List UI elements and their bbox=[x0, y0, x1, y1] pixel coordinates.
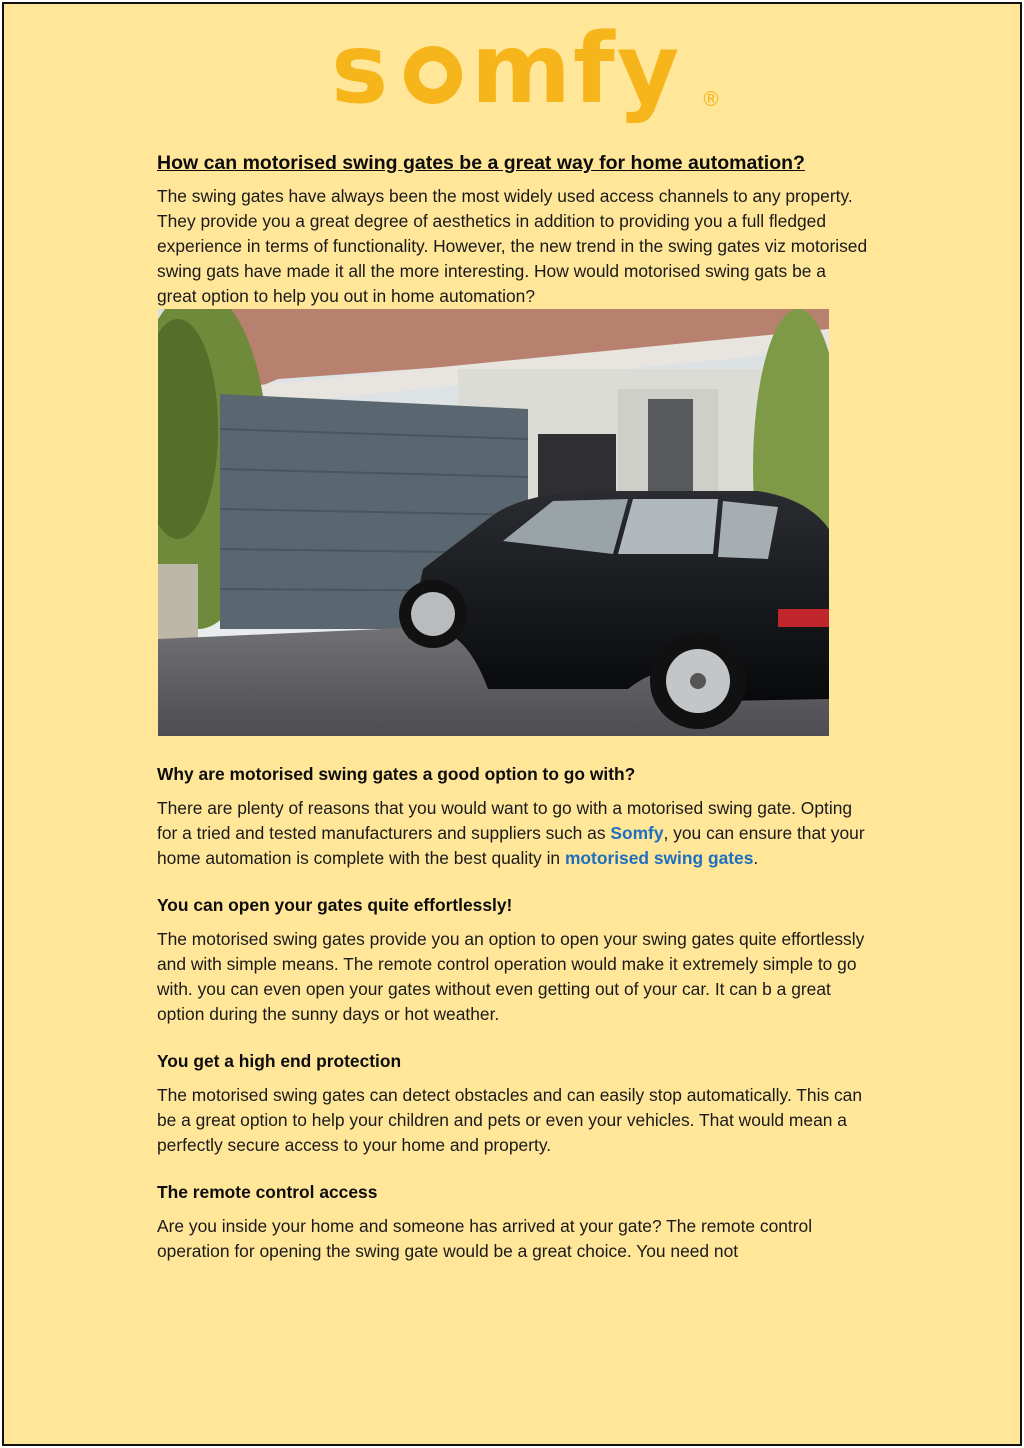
svg-text:s: s bbox=[331, 14, 391, 124]
section-heading-why: Why are motorised swing gates a good option to go with? bbox=[157, 764, 636, 784]
section-heading-protection: You get a high end protection bbox=[157, 1051, 402, 1071]
section-paragraph-effortless: The motorised swing gates provide you an option to open your swing gates quite effortlessly and with simple means. The remote control operation would make it extremely simple to go with. you can even open your gates without even getting out of your car. It can b a great option during the sunny days or hot weather. bbox=[157, 929, 865, 1024]
section-heading-effortless: You can open your gates quite effortlessly! bbox=[157, 895, 513, 915]
document-page bbox=[2, 2, 1022, 1446]
somfy-logo bbox=[329, 14, 729, 124]
somfy-link[interactable]: Somfy bbox=[610, 823, 664, 843]
section-paragraph-why bbox=[157, 796, 869, 871]
section-heading-remote: The remote control access bbox=[157, 1182, 378, 1202]
intro-paragraph: The swing gates have always been the most widely used access channels to any property. They provide you a great degree of aesthetics in addition to providing you a full fledged experience in terms of functionality. However, the new trend in the swing gates viz motorised swing gats have made it all the more interesting. How would motorised swing gats be a great option to help you out in home automation? bbox=[157, 186, 868, 306]
svg-text:®: ® bbox=[701, 87, 721, 111]
article-title: How can motorised swing gates be a great way for home automation? bbox=[157, 152, 805, 174]
car-driveway-photo bbox=[158, 309, 829, 736]
text-span: . bbox=[753, 848, 759, 868]
text-span: , you can ensure that your home automation is complete with the best quality in bbox=[157, 823, 865, 868]
article-body bbox=[157, 150, 869, 1264]
motorised-swing-gates-link[interactable]: motorised swing gates bbox=[564, 848, 754, 868]
section-paragraph-protection: The motorised swing gates can detect obstacles and can easily stop automatically. This can be a great option to help your children and pets or even your vehicles. That would mean a perfectly secure access to your home and property. bbox=[157, 1085, 863, 1155]
text-span: There are plenty of reasons that you would want to go with a motorised swing gate. Opting for a tried and tested manufacturers and suppliers such as bbox=[157, 798, 853, 843]
section-paragraph-remote: Are you inside your home and someone has arrived at your gate? The remote control operation for opening the swing gate would be a great choice. You need not bbox=[157, 1216, 813, 1261]
svg-text:mfy: mfy bbox=[471, 14, 682, 124]
